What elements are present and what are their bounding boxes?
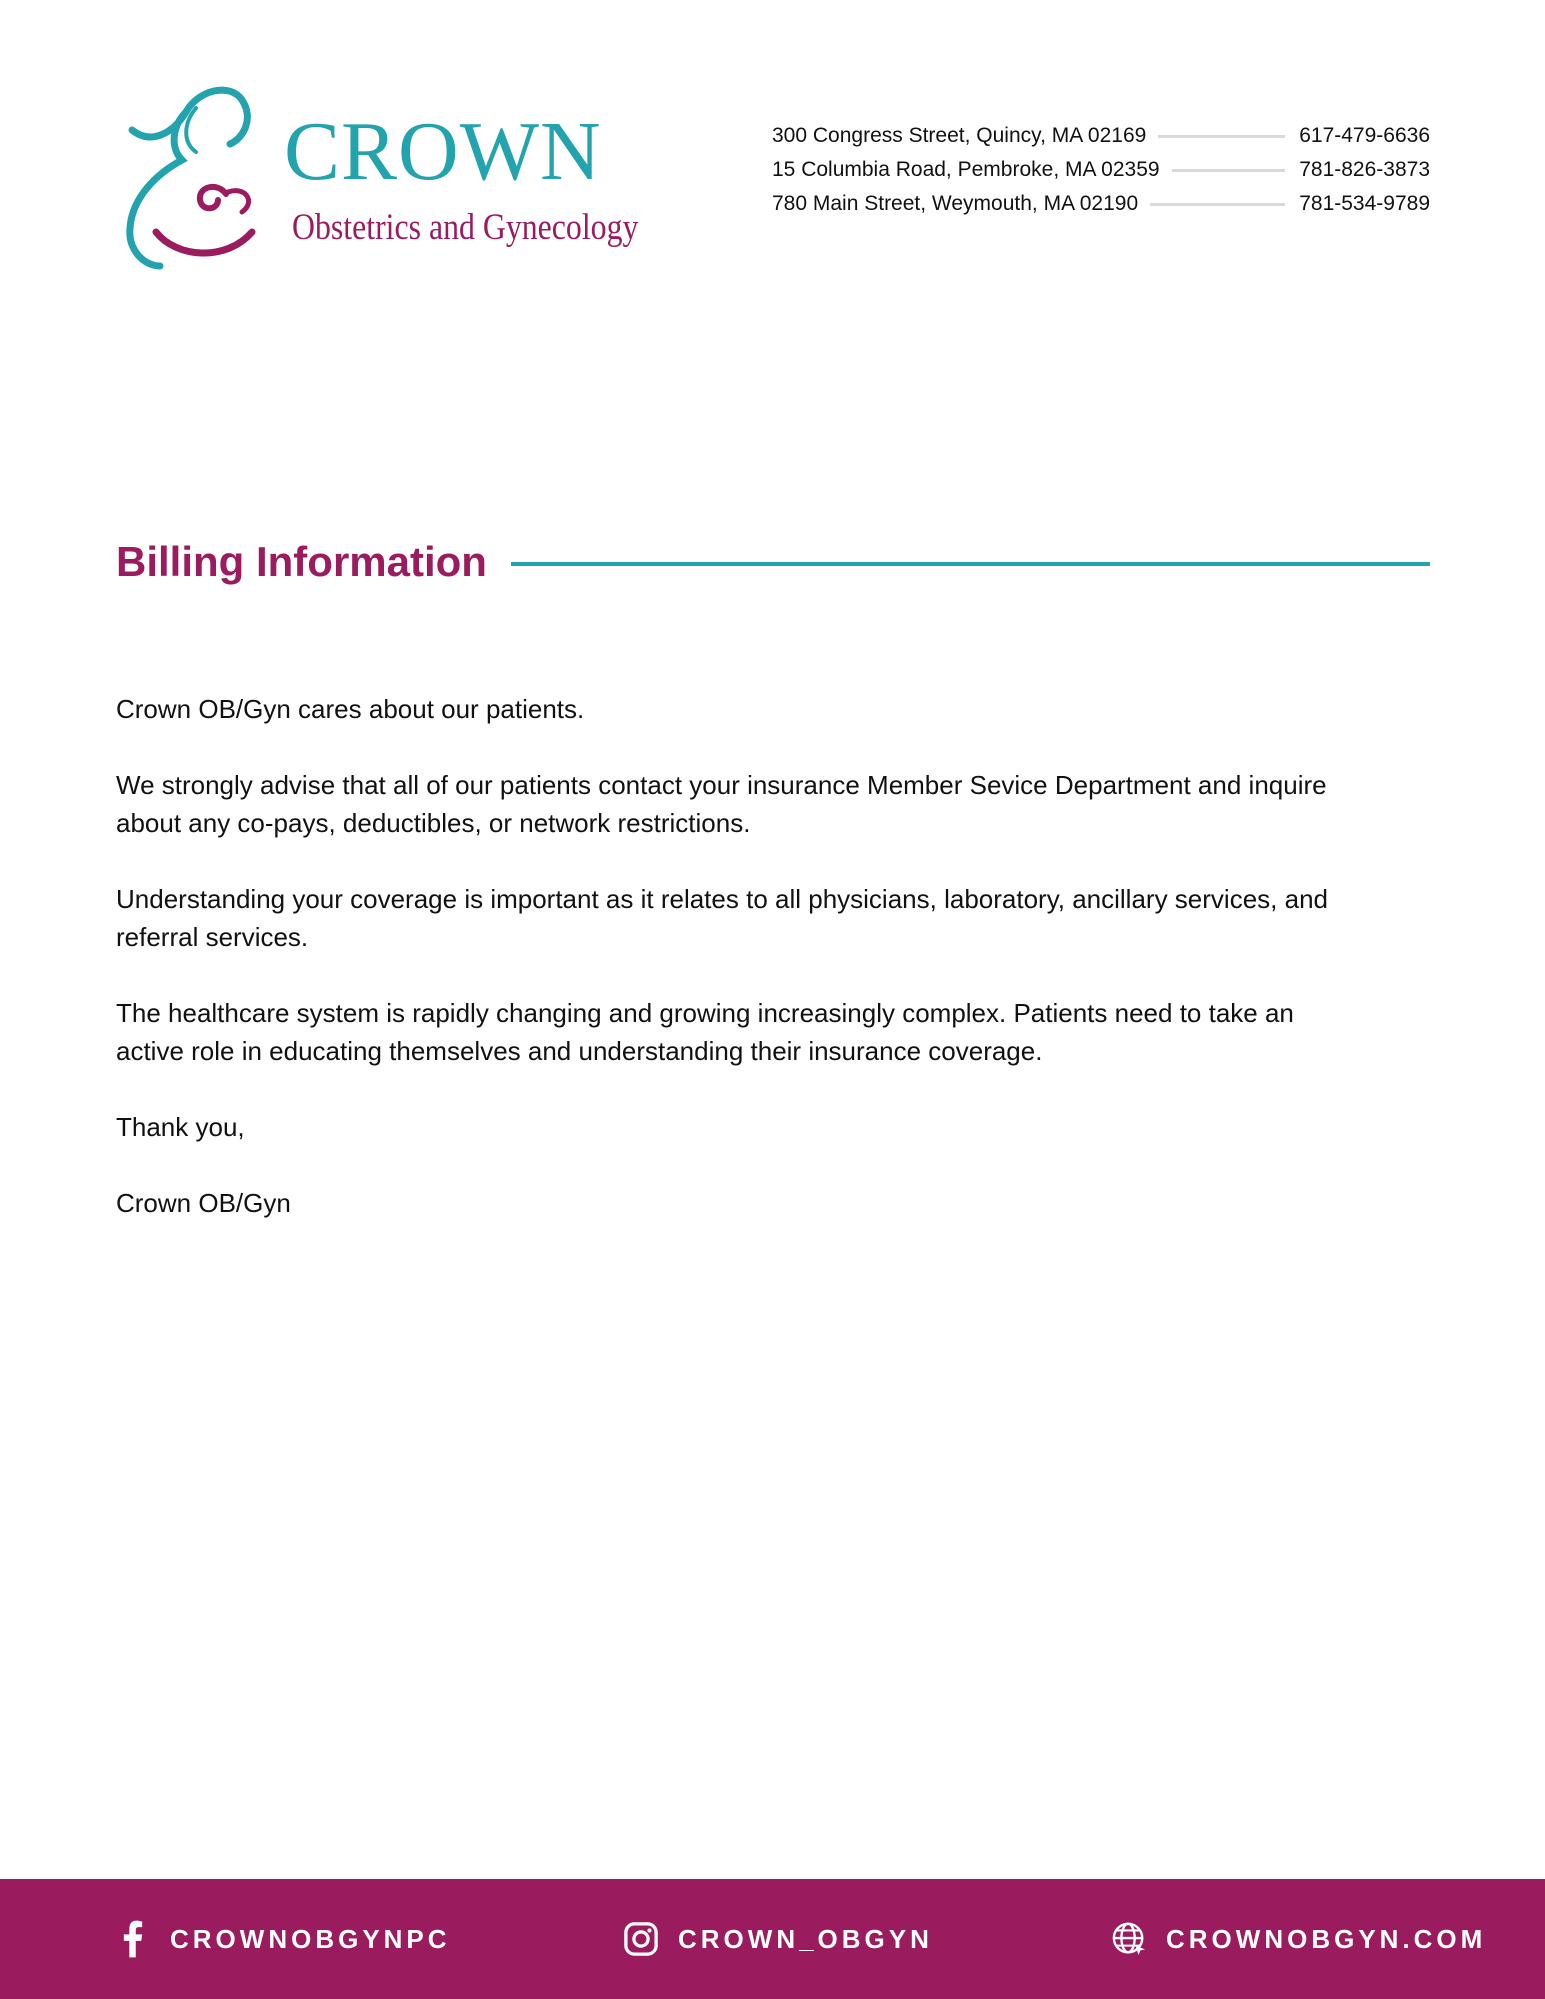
logo-wordmark: CROWN xyxy=(284,105,602,198)
instagram-icon xyxy=(622,1920,660,1958)
letter-paragraph: Crown OB/Gyn cares about our patients. xyxy=(116,694,585,724)
location-row xyxy=(772,119,1430,153)
letter-paragraph: We strongly advise that all of our patients contact your insurance Member Sevice Department and inquire about any co-pays, deductibles, or network restrictions. xyxy=(116,770,1327,838)
letter-body xyxy=(116,690,1336,1260)
crown-logo-mark-icon xyxy=(126,82,276,272)
location-phone: 781-534-9789 xyxy=(1299,192,1430,215)
instagram-link[interactable] xyxy=(622,1879,933,1999)
facebook-icon xyxy=(114,1920,152,1958)
location-row xyxy=(772,187,1430,221)
logo-subtitle: Obstetrics and Gynecology xyxy=(292,207,639,248)
website-link[interactable] xyxy=(1110,1879,1486,1999)
letter-signature: Crown OB/Gyn xyxy=(116,1188,291,1218)
letter-paragraph: Understanding your coverage is important as it relates to all physicians, laboratory, ancillary services, and referral services. xyxy=(116,884,1328,952)
location-phone: 617-479-6636 xyxy=(1299,124,1430,147)
letter-paragraph: The healthcare system is rapidly changing and growing increasingly complex. Patients need to take an active role in educating themselves and understanding their insurance coverage. xyxy=(116,998,1294,1066)
location-address: 15 Columbia Road, Pembroke, MA 02359 xyxy=(772,158,1160,181)
instagram-handle: CROWN_OBGYN xyxy=(678,1923,933,1954)
location-divider xyxy=(1150,203,1285,206)
facebook-handle: CROWNOBGYNPC xyxy=(170,1923,451,1954)
location-address: 780 Main Street, Weymouth, MA 02190 xyxy=(772,192,1139,215)
page-title: Billing Information xyxy=(116,538,487,585)
location-divider xyxy=(1172,169,1286,172)
letter-closing: Thank you, xyxy=(116,1112,245,1142)
footer-bar xyxy=(0,1879,1545,1999)
location-phone: 781-826-3873 xyxy=(1299,158,1430,181)
location-divider xyxy=(1158,135,1285,138)
location-address: 300 Congress Street, Quincy, MA 02169 xyxy=(772,124,1147,147)
facebook-link[interactable] xyxy=(114,1879,451,1999)
office-locations xyxy=(772,119,1430,221)
section-heading xyxy=(116,538,1430,586)
location-row xyxy=(772,153,1430,187)
company-logo xyxy=(126,82,666,272)
heading-rule xyxy=(511,562,1430,566)
website-url: CROWNOBGYN.COM xyxy=(1166,1923,1487,1954)
globe-icon xyxy=(1110,1920,1148,1958)
